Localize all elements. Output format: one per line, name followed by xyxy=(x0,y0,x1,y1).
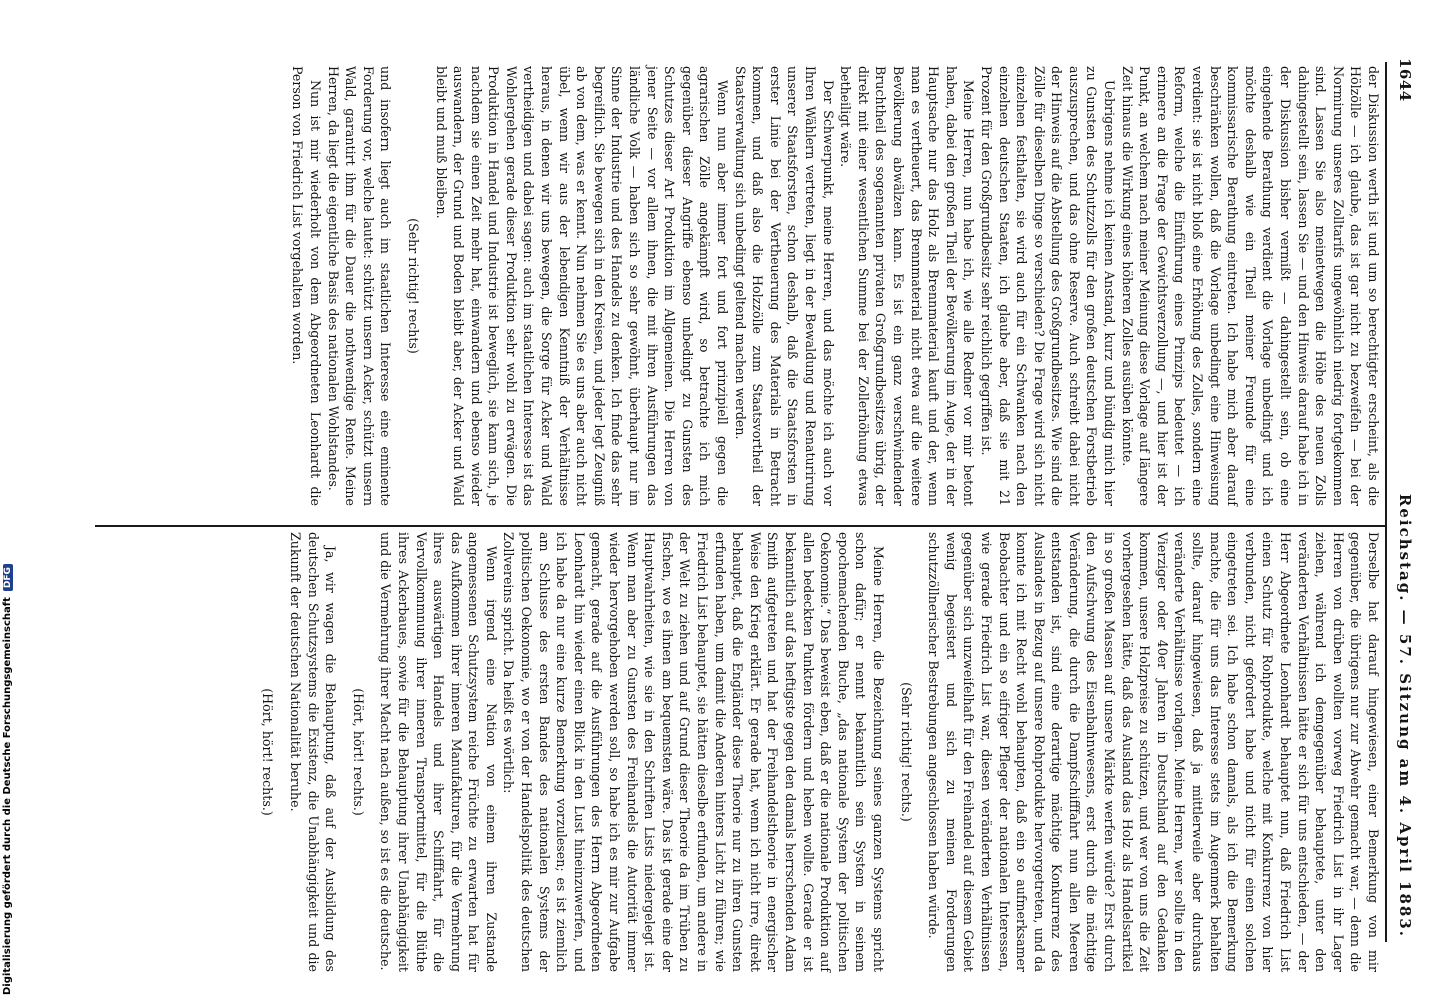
paragraph: Der Schwerpunkt, meine Herren, und das möchte ich auch vor Ihren Wählern vertreten, liegt in der Bewaldung und Renaturirung unserer Staatsforsten, schon deshalb, daß die Staatsforsten in erster Linie bei der Vertheuerung des Materials in Betracht kommen, und daß also die Holzzölle zum Staatsvortheil der Staatsverwaltung sich unbedingt geltend machen werden. xyxy=(732,66,836,506)
interjection: (Hört, hört! rechts.) xyxy=(260,688,276,816)
interjection: (Hört, hört! rechts.) xyxy=(350,688,366,816)
paragraph: der Diskussion werth ist und um so berechtigter erscheint, als die Hölzölle — ich glaube, das ist gar nicht zu bezweifeln — bei der Normirung unseres Zolltarifs ungewöhnlich niedrig fortgekommen sind. Lassen Sie also meinetwegen die Höhe des neuen Zolls dahingestellt sein, lassen Sie — und den Hinweis darauf habe ich in der Diskussion bisher vermißt — dahingestellt sein, ob eine eingehende Berathung verdient die Vorlage unbedingt und ich möchte deshalb wie ein Theil meiner Freunde für eine kommissarische Berathung eintreten. Ich habe mich aber darauf beschränken wollen, daß die Vorlage unbedingt eine Hinweisung verdient: sie ist nicht bloß eine Erhöhung des Zolles, sondern eine Reform, welche die Einführung eines Prinzips bedeutet — ich erinnere an die Frage der Gewichtsverzollung —, und hier ist der Punkt, an welchem nach meiner Meinung diese Vorlage auf längere Zeit hinaus die Wirkung eines höheren Zolles ausüben könnte. xyxy=(1119,66,1381,506)
paragraph: Nun ist mir wiederholt von dem Abgeordneten Leonhardt die Person von Friedrich List vorgehalten worden. xyxy=(290,66,323,506)
paragraph: Derselbe hat darauf hingewiesen, einer Bemerkung von mir gegenüber, die übrigens nur zur Abwehr gemacht war, — denn die Herren von drüben wollten vorweg Friedrich List in ihr Lager ziehen, während ich demgegenüber behauptete, unter den veränderten Verhältnissen hätte er sich für uns entschieden, — der Herr Abgeordnete Leonhardt behauptet nun, daß Friedrich List einen Schutz für Rohprodukte, welche mit Konkurrenz von hier verbunden, nicht gefordert habe und nicht für einen solchen eingetreten sei. Ich habe schon damals, als ich die Bemerkung machte, die für uns das Interesse stets im Augenmerk behalten sollte, darauf hingewiesen, daß ja mittlerweile aber durchaus veränderte Verhältnisse vorlagen. Meine Herren, wer sollte in den Vierziger oder 40er Jahren in Deutschland auf den Gedanken kommen, unsere Holzpreise zu schützen, und wer von uns die Zeit vorhergesehen hätte, daß das Ausland das Holz als Handelsartikel in so großen Massen auf unsere Märkte werfen würde? Erst durch den Aufschwung des Eisenbahnwesens, erst durch die mächtige Veränderung, die durch die Dampfschifffahrt nun allen Meeren entstanden ist, sind eine derartige mächtige Konkurrenz des Auslandes in Bezug auf unsere Rohprodukte hervorgetreten, und da konnte ich mit Recht wohl behaupten, daß ein so aufmerksamer Beobachter und ein so eifriger Pfleger der nationalen Interessen, wie gerade Friedrich List war, diesen veränderten Verhältnissen gegenüber sich unzweifelhaft für den Freihandel auf diesem Gebiet wenig begeistert und sich zu meinen Forderungen schutzzöllnerischer Bestrebungen angeschlossen haben würde. xyxy=(926,532,1381,972)
text-column-right xyxy=(92,532,1382,972)
paragraph: Meine Herren, nun habe ich, wie alle Redner vor mir betont haben, dabei den großen Theil der Bevölkerung im Auge, der in der Hauptsache nur das Holz als Brennmaterial kauft und der, wenn man es vertheuert, das Brennmaterial nicht etwa auf die weitere Bevölkerung abwälzen kann. Es ist ein ganz verschwindender Bruchtheil des sogenannten privaten Großgrundbesitzes übrig, der direkt mit einer wesentlichen Summe bei der Zollerhöhung etwas betheiligt wäre. xyxy=(838,66,977,506)
paragraph: Meine Herren, die Bezeichnung seines ganzen Systems spricht schon dafür; er nennt bekanntlich sein System in seinem epochemachenden Buche, „das nationale System der politischen Oekonomie.“ Das beweist eben, daß er die nationale Produktion auf allen bedeckten Punkten fördern und heben wollte. Gerade er ist bekanntlich auf das heftigste gegen den damals herrschenden Adam Smith aufgetreten und hat der Freihandelstheorie in energischer Weise den Krieg erklärt. Er gerade hat, wenn ich nicht irre, direkt behauptet, daß die Engländer diese Theorie nur zu ihren Gunsten erfunden haben, um damit die Anderen hinters Licht zu führen; wie Friedrich List behauptet, sie hätten dieselbe erfunden, um andere in der Welt zu ziehen und auf Grund dieser Theorie da im Trüben zu fischen, wo es ihnen am bequemsten wäre. Das ist gerade eine der Hauptwahrheiten, wie sie in den Schriften Lists niedergelegt ist. Wenn man aber zu Gunsten des Freihandels die Autorität immer wieder hervorgehoben werden soll, so habe ich es mir zur Aufgabe gemacht, gerade auf die Ausführungen des Herrn Abgeordneten Leonhardt hin wieder einen Blick in den Lust hineinzuwerfen, und ich habe da nur eine kurze Bemerkung vorzulesen; es ist ziemlich am Schlusse des ersten Bandes des nationalen Systems der politischen Oekonomie, wo er von der Handelspolitik des deutschen Zollvereins spricht. Da heißt es wörtlich: xyxy=(501,532,886,972)
paragraph: Uebrigens nehme ich keinen Anstand, kurz und bündig mich hier zu Gunsten des Schutzzolls für den großen deutschen Forstbetrieb auszusprechen, und das ohne Reserve. Auch schreibt dabei nicht der Hinweis auf die Abstellung des Großgrundbesitzes. Wie sind die Zölle für dieselben Dinge so verschieden? Die Frage wird sich nicht einzelnen festhalten, sie wird auch für ein Schwanken nach den einzelnen deutschen Staaten, ich glaube aber, daß sie mit 21 Prozent für den Großgrundbesitz sehr reichlich gegriffen ist. xyxy=(978,66,1118,506)
page-header xyxy=(1385,58,1425,938)
interjection: (Sehr richtig! rechts.) xyxy=(898,682,914,822)
digitization-footer xyxy=(2,564,13,995)
paragraph: Wenn nun aber immer fort und fort prinzipiell gegen die agrarischen Zölle angekämpft wird, so betrachte ich mich gegenüber dieser Angriffe ebenso unbedingt zu Gunsten des Schutzes dieser Art Produktion im Allgemeinen. Die Herren von jener Seite — vor allem ihnen, die mit ihren Ausführungen das ländliche Volk — haben sich so sehr gewöhnt, überhaupt nur im Sinne der Industrie und des Handels zu denken. Ich finde das sehr begreiflich. Sie bewegen sich in den Kreisen, und jeder legt Zeugniß ab von dem, was er kennt. Nun nehmen Sie es uns aber auch nicht übel, wenn wir aus der lebendigen Kenntniß der Verhältnisse heraus, in denen wir uns bewegen, die Sorge für Acker und Wald vertheidigen und dabei sagen: auch im staatlichen Interesse ist das Wohlergehen gerade dieser Produktion sehr wohl zu erwägen. Die Produktion in Handel und Industrie ist beweglich, sie kann sich, je nachdem sie einen Zeit mehr hat, einwandern und ebenso wieder auswandern, der Grund und Boden bleibt aber, der Acker und Wald bleibt und muß bleiben. xyxy=(433,66,731,506)
paragraph: und insofern liegt auch im staatlichen Interesse eine eminente Forderung vor, welche lautet: schützt unsern Acker, schützt unsern Wald, garantirt ihm für die Dauer die nothwendige Rente. Meine Herren, da liegt die eigentliche Basis des nationalen Wohlstandes. xyxy=(325,66,394,506)
column-divider xyxy=(95,525,1385,527)
paragraph: Wenn irgend eine Nation von einem ihren Zustande angemessenen Schutzsystem reiche Früchte zu erwarten hat für das Aufkommen ihrer inneren Manufakturen, für die Vermehrung ihres auswärtigen Handels und ihrer Schifffahrt, für die Vervollkommnung ihrer inneren Transportmittel, für die Blüthe ihres Ackerbaues, sowie für die Behauptung ihrer Unabhängigkeit und die Vermehrung ihrer Macht nach außen, so ist es die deutsche. xyxy=(378,532,499,972)
header-rule xyxy=(1385,62,1387,942)
dfg-logo: DFG xyxy=(3,564,13,591)
page-number: 1644 xyxy=(1396,58,1414,102)
interjection: (Sehr richtig! rechts) xyxy=(405,218,421,354)
text-column-left xyxy=(92,66,1382,506)
page-title: Reichstag. — 57. Sitzung am 4. April 1883. xyxy=(1396,493,1414,938)
paragraph: Ja, wir wagen die Behauptung, daß auf der Ausbildung des deutschen Schutzsystems die Existenz, die Unabhängigkeit und die Zukunft der deutschen Nationalität beruhe. xyxy=(287,532,339,972)
footer-text: Digitalisierung gefördert durch die Deutsche Forschungsgemeinschaft xyxy=(2,597,13,995)
